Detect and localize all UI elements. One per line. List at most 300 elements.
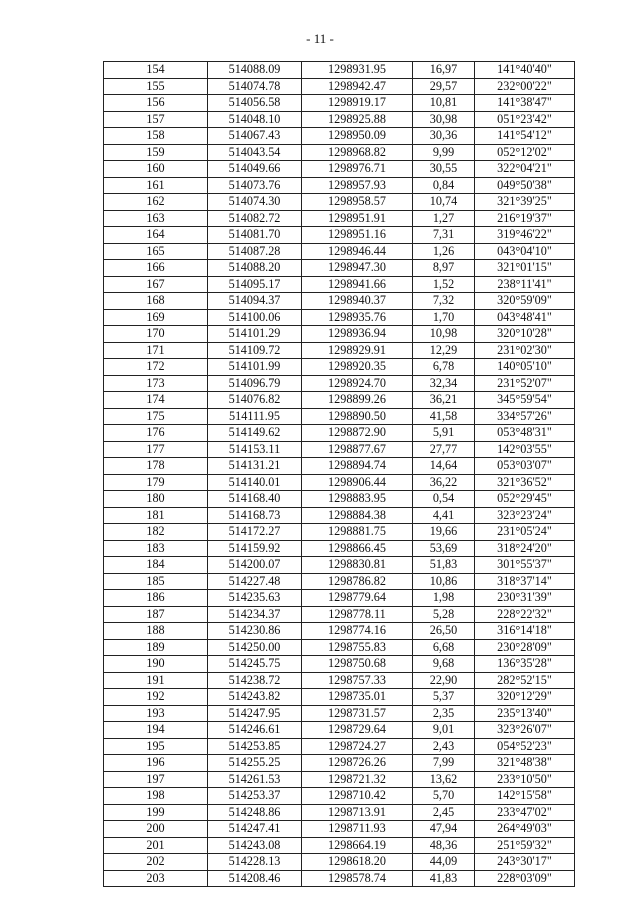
table-row [104, 590, 575, 607]
table-row [104, 441, 575, 458]
point-number-cell: 167 [104, 276, 208, 293]
table-row [104, 491, 575, 508]
table-row [104, 771, 575, 788]
distance-cell: 10,81 [413, 95, 475, 112]
table-row [104, 161, 575, 178]
point-number-cell: 188 [104, 623, 208, 640]
x-coordinate-cell: 514111.95 [208, 408, 302, 425]
y-coordinate-cell: 1298936.94 [302, 326, 413, 343]
point-number-cell: 179 [104, 474, 208, 491]
y-coordinate-cell: 1298968.82 [302, 144, 413, 161]
distance-cell: 27,77 [413, 441, 475, 458]
point-number-cell: 160 [104, 161, 208, 178]
point-number-cell: 197 [104, 771, 208, 788]
x-coordinate-cell: 514074.78 [208, 78, 302, 95]
table-row [104, 128, 575, 145]
y-coordinate-cell: 1298931.95 [302, 62, 413, 79]
coordinates-table-body [104, 62, 575, 887]
bearing-cell: 051°23'42" [475, 111, 575, 128]
bearing-cell: 230°31'39" [475, 590, 575, 607]
x-coordinate-cell: 514101.29 [208, 326, 302, 343]
y-coordinate-cell: 1298881.75 [302, 524, 413, 541]
y-coordinate-cell: 1298729.64 [302, 722, 413, 739]
distance-cell: 32,34 [413, 375, 475, 392]
y-coordinate-cell: 1298710.42 [302, 788, 413, 805]
bearing-cell: 251°59'32" [475, 837, 575, 854]
x-coordinate-cell: 514200.07 [208, 557, 302, 574]
y-coordinate-cell: 1298894.74 [302, 458, 413, 475]
y-coordinate-cell: 1298877.67 [302, 441, 413, 458]
point-number-cell: 159 [104, 144, 208, 161]
table-row [104, 870, 575, 887]
table-row [104, 408, 575, 425]
distance-cell: 36,22 [413, 474, 475, 491]
bearing-cell: 243°30'17" [475, 854, 575, 871]
table-row [104, 755, 575, 772]
y-coordinate-cell: 1298935.76 [302, 309, 413, 326]
distance-cell: 13,62 [413, 771, 475, 788]
y-coordinate-cell: 1298872.90 [302, 425, 413, 442]
x-coordinate-cell: 514228.13 [208, 854, 302, 871]
table-row [104, 111, 575, 128]
table-row [104, 672, 575, 689]
distance-cell: 6,68 [413, 639, 475, 656]
x-coordinate-cell: 514056.58 [208, 95, 302, 112]
point-number-cell: 186 [104, 590, 208, 607]
point-number-cell: 162 [104, 194, 208, 211]
bearing-cell: 052°29'45" [475, 491, 575, 508]
x-coordinate-cell: 514067.43 [208, 128, 302, 145]
point-number-cell: 166 [104, 260, 208, 277]
point-number-cell: 180 [104, 491, 208, 508]
y-coordinate-cell: 1298757.33 [302, 672, 413, 689]
distance-cell: 12,29 [413, 342, 475, 359]
table-row [104, 507, 575, 524]
x-coordinate-cell: 514095.17 [208, 276, 302, 293]
distance-cell: 5,28 [413, 606, 475, 623]
point-number-cell: 192 [104, 689, 208, 706]
bearing-cell: 053°48'31" [475, 425, 575, 442]
table-row [104, 557, 575, 574]
point-number-cell: 190 [104, 656, 208, 673]
x-coordinate-cell: 514230.86 [208, 623, 302, 640]
distance-cell: 5,37 [413, 689, 475, 706]
distance-cell: 1,26 [413, 243, 475, 260]
point-number-cell: 168 [104, 293, 208, 310]
bearing-cell: 142°15'58" [475, 788, 575, 805]
x-coordinate-cell: 514238.72 [208, 672, 302, 689]
point-number-cell: 189 [104, 639, 208, 656]
distance-cell: 29,57 [413, 78, 475, 95]
distance-cell: 48,36 [413, 837, 475, 854]
x-coordinate-cell: 514076.82 [208, 392, 302, 409]
x-coordinate-cell: 514255.25 [208, 755, 302, 772]
point-number-cell: 176 [104, 425, 208, 442]
y-coordinate-cell: 1298713.91 [302, 804, 413, 821]
coordinates-table [103, 61, 575, 887]
point-number-cell: 191 [104, 672, 208, 689]
distance-cell: 19,66 [413, 524, 475, 541]
table-row [104, 293, 575, 310]
distance-cell: 2,43 [413, 738, 475, 755]
point-number-cell: 175 [104, 408, 208, 425]
distance-cell: 2,45 [413, 804, 475, 821]
x-coordinate-cell: 514243.82 [208, 689, 302, 706]
distance-cell: 47,94 [413, 821, 475, 838]
y-coordinate-cell: 1298951.16 [302, 227, 413, 244]
x-coordinate-cell: 514248.86 [208, 804, 302, 821]
point-number-cell: 181 [104, 507, 208, 524]
x-coordinate-cell: 514172.27 [208, 524, 302, 541]
point-number-cell: 174 [104, 392, 208, 409]
x-coordinate-cell: 514043.54 [208, 144, 302, 161]
x-coordinate-cell: 514131.21 [208, 458, 302, 475]
y-coordinate-cell: 1298618.20 [302, 854, 413, 871]
point-number-cell: 196 [104, 755, 208, 772]
bearing-cell: 141°54'12" [475, 128, 575, 145]
distance-cell: 16,97 [413, 62, 475, 79]
point-number-cell: 202 [104, 854, 208, 871]
distance-cell: 4,41 [413, 507, 475, 524]
y-coordinate-cell: 1298786.82 [302, 573, 413, 590]
distance-cell: 44,09 [413, 854, 475, 871]
bearing-cell: 141°38'47" [475, 95, 575, 112]
table-row [104, 210, 575, 227]
bearing-cell: 141°40'40" [475, 62, 575, 79]
y-coordinate-cell: 1298724.27 [302, 738, 413, 755]
table-row [104, 62, 575, 79]
table-row [104, 359, 575, 376]
table-row [104, 821, 575, 838]
x-coordinate-cell: 514074.30 [208, 194, 302, 211]
y-coordinate-cell: 1298750.68 [302, 656, 413, 673]
x-coordinate-cell: 514109.72 [208, 342, 302, 359]
x-coordinate-cell: 514168.40 [208, 491, 302, 508]
table-row [104, 524, 575, 541]
y-coordinate-cell: 1298735.01 [302, 689, 413, 706]
distance-cell: 5,70 [413, 788, 475, 805]
table-row [104, 326, 575, 343]
bearing-cell: 323°23'24" [475, 507, 575, 524]
bearing-cell: 231°52'07" [475, 375, 575, 392]
point-number-cell: 171 [104, 342, 208, 359]
y-coordinate-cell: 1298711.93 [302, 821, 413, 838]
y-coordinate-cell: 1298942.47 [302, 78, 413, 95]
x-coordinate-cell: 514253.85 [208, 738, 302, 755]
distance-cell: 41,83 [413, 870, 475, 887]
bearing-cell: 230°28'09" [475, 639, 575, 656]
distance-cell: 8,97 [413, 260, 475, 277]
y-coordinate-cell: 1298731.57 [302, 705, 413, 722]
x-coordinate-cell: 514094.37 [208, 293, 302, 310]
bearing-cell: 321°39'25" [475, 194, 575, 211]
x-coordinate-cell: 514246.61 [208, 722, 302, 739]
bearing-cell: 142°03'55" [475, 441, 575, 458]
bearing-cell: 345°59'54" [475, 392, 575, 409]
bearing-cell: 140°05'10" [475, 359, 575, 376]
distance-cell: 1,27 [413, 210, 475, 227]
y-coordinate-cell: 1298755.83 [302, 639, 413, 656]
distance-cell: 41,58 [413, 408, 475, 425]
table-row [104, 227, 575, 244]
point-number-cell: 155 [104, 78, 208, 95]
distance-cell: 30,36 [413, 128, 475, 145]
table-row [104, 260, 575, 277]
y-coordinate-cell: 1298920.35 [302, 359, 413, 376]
distance-cell: 30,98 [413, 111, 475, 128]
distance-cell: 22,90 [413, 672, 475, 689]
point-number-cell: 198 [104, 788, 208, 805]
bearing-cell: 320°12'29" [475, 689, 575, 706]
distance-cell: 5,91 [413, 425, 475, 442]
x-coordinate-cell: 514048.10 [208, 111, 302, 128]
table-row [104, 689, 575, 706]
y-coordinate-cell: 1298947.30 [302, 260, 413, 277]
x-coordinate-cell: 514140.01 [208, 474, 302, 491]
x-coordinate-cell: 514088.20 [208, 260, 302, 277]
distance-cell: 2,35 [413, 705, 475, 722]
x-coordinate-cell: 514096.79 [208, 375, 302, 392]
table-row [104, 474, 575, 491]
table-row [104, 837, 575, 854]
table-row [104, 375, 575, 392]
x-coordinate-cell: 514049.66 [208, 161, 302, 178]
y-coordinate-cell: 1298924.70 [302, 375, 413, 392]
table-row [104, 243, 575, 260]
point-number-cell: 201 [104, 837, 208, 854]
table-row [104, 276, 575, 293]
table-row [104, 854, 575, 871]
table-row [104, 656, 575, 673]
point-number-cell: 163 [104, 210, 208, 227]
table-row [104, 705, 575, 722]
point-number-cell: 165 [104, 243, 208, 260]
distance-cell: 14,64 [413, 458, 475, 475]
distance-cell: 6,78 [413, 359, 475, 376]
bearing-cell: 216°19'37" [475, 210, 575, 227]
point-number-cell: 182 [104, 524, 208, 541]
point-number-cell: 172 [104, 359, 208, 376]
bearing-cell: 264°49'03" [475, 821, 575, 838]
bearing-cell: 321°48'38" [475, 755, 575, 772]
x-coordinate-cell: 514087.28 [208, 243, 302, 260]
bearing-cell: 231°05'24" [475, 524, 575, 541]
point-number-cell: 158 [104, 128, 208, 145]
y-coordinate-cell: 1298919.17 [302, 95, 413, 112]
x-coordinate-cell: 514234.37 [208, 606, 302, 623]
bearing-cell: 320°59'09" [475, 293, 575, 310]
y-coordinate-cell: 1298950.09 [302, 128, 413, 145]
x-coordinate-cell: 514245.75 [208, 656, 302, 673]
table-row [104, 639, 575, 656]
distance-cell: 7,32 [413, 293, 475, 310]
bearing-cell: 318°37'14" [475, 573, 575, 590]
y-coordinate-cell: 1298940.37 [302, 293, 413, 310]
x-coordinate-cell: 514153.11 [208, 441, 302, 458]
point-number-cell: 187 [104, 606, 208, 623]
x-coordinate-cell: 514081.70 [208, 227, 302, 244]
bearing-cell: 318°24'20" [475, 540, 575, 557]
y-coordinate-cell: 1298899.26 [302, 392, 413, 409]
table-row [104, 342, 575, 359]
distance-cell: 10,74 [413, 194, 475, 211]
x-coordinate-cell: 514082.72 [208, 210, 302, 227]
bearing-cell: 231°02'30" [475, 342, 575, 359]
table-row [104, 95, 575, 112]
y-coordinate-cell: 1298957.93 [302, 177, 413, 194]
bearing-cell: 321°36'52" [475, 474, 575, 491]
distance-cell: 0,84 [413, 177, 475, 194]
bearing-cell: 053°03'07" [475, 458, 575, 475]
bearing-cell: 228°03'09" [475, 870, 575, 887]
table-row [104, 788, 575, 805]
point-number-cell: 184 [104, 557, 208, 574]
point-number-cell: 185 [104, 573, 208, 590]
x-coordinate-cell: 514250.00 [208, 639, 302, 656]
y-coordinate-cell: 1298884.38 [302, 507, 413, 524]
table-row [104, 458, 575, 475]
y-coordinate-cell: 1298866.45 [302, 540, 413, 557]
distance-cell: 10,98 [413, 326, 475, 343]
table-row [104, 194, 575, 211]
y-coordinate-cell: 1298774.16 [302, 623, 413, 640]
table-row [104, 738, 575, 755]
y-coordinate-cell: 1298946.44 [302, 243, 413, 260]
x-coordinate-cell: 514247.95 [208, 705, 302, 722]
table-row [104, 144, 575, 161]
bearing-cell: 321°01'15" [475, 260, 575, 277]
table-row [104, 177, 575, 194]
y-coordinate-cell: 1298664.19 [302, 837, 413, 854]
y-coordinate-cell: 1298883.95 [302, 491, 413, 508]
y-coordinate-cell: 1298779.64 [302, 590, 413, 607]
bearing-cell: 049°50'38" [475, 177, 575, 194]
bearing-cell: 334°57'26" [475, 408, 575, 425]
distance-cell: 9,99 [413, 144, 475, 161]
bearing-cell: 319°46'22" [475, 227, 575, 244]
point-number-cell: 203 [104, 870, 208, 887]
x-coordinate-cell: 514073.76 [208, 177, 302, 194]
y-coordinate-cell: 1298830.81 [302, 557, 413, 574]
distance-cell: 7,31 [413, 227, 475, 244]
bearing-cell: 043°48'41" [475, 309, 575, 326]
distance-cell: 0,54 [413, 491, 475, 508]
distance-cell: 9,01 [413, 722, 475, 739]
bearing-cell: 228°22'32" [475, 606, 575, 623]
bearing-cell: 043°04'10" [475, 243, 575, 260]
y-coordinate-cell: 1298726.26 [302, 755, 413, 772]
y-coordinate-cell: 1298778.11 [302, 606, 413, 623]
point-number-cell: 161 [104, 177, 208, 194]
distance-cell: 30,55 [413, 161, 475, 178]
x-coordinate-cell: 514159.92 [208, 540, 302, 557]
point-number-cell: 156 [104, 95, 208, 112]
point-number-cell: 164 [104, 227, 208, 244]
x-coordinate-cell: 514088.09 [208, 62, 302, 79]
point-number-cell: 177 [104, 441, 208, 458]
y-coordinate-cell: 1298958.57 [302, 194, 413, 211]
point-number-cell: 195 [104, 738, 208, 755]
x-coordinate-cell: 514100.06 [208, 309, 302, 326]
point-number-cell: 178 [104, 458, 208, 475]
y-coordinate-cell: 1298941.66 [302, 276, 413, 293]
x-coordinate-cell: 514261.53 [208, 771, 302, 788]
y-coordinate-cell: 1298890.50 [302, 408, 413, 425]
distance-cell: 1,98 [413, 590, 475, 607]
y-coordinate-cell: 1298951.91 [302, 210, 413, 227]
bearing-cell: 316°14'18" [475, 623, 575, 640]
point-number-cell: 183 [104, 540, 208, 557]
bearing-cell: 320°10'28" [475, 326, 575, 343]
x-coordinate-cell: 514101.99 [208, 359, 302, 376]
distance-cell: 9,68 [413, 656, 475, 673]
distance-cell: 53,69 [413, 540, 475, 557]
bearing-cell: 301°55'37" [475, 557, 575, 574]
bearing-cell: 233°10'50" [475, 771, 575, 788]
table-row [104, 540, 575, 557]
x-coordinate-cell: 514243.08 [208, 837, 302, 854]
bearing-cell: 238°11'41" [475, 276, 575, 293]
x-coordinate-cell: 514149.62 [208, 425, 302, 442]
bearing-cell: 235°13'40" [475, 705, 575, 722]
bearing-cell: 136°35'28" [475, 656, 575, 673]
point-number-cell: 194 [104, 722, 208, 739]
bearing-cell: 233°47'02" [475, 804, 575, 821]
point-number-cell: 170 [104, 326, 208, 343]
table-row [104, 573, 575, 590]
y-coordinate-cell: 1298929.91 [302, 342, 413, 359]
distance-cell: 36,21 [413, 392, 475, 409]
bearing-cell: 052°12'02" [475, 144, 575, 161]
y-coordinate-cell: 1298906.44 [302, 474, 413, 491]
point-number-cell: 199 [104, 804, 208, 821]
table-row [104, 623, 575, 640]
y-coordinate-cell: 1298721.32 [302, 771, 413, 788]
table-row [104, 309, 575, 326]
distance-cell: 1,52 [413, 276, 475, 293]
x-coordinate-cell: 514168.73 [208, 507, 302, 524]
y-coordinate-cell: 1298976.71 [302, 161, 413, 178]
x-coordinate-cell: 514247.41 [208, 821, 302, 838]
table-row [104, 392, 575, 409]
table-row [104, 78, 575, 95]
bearing-cell: 323°26'07" [475, 722, 575, 739]
y-coordinate-cell: 1298925.88 [302, 111, 413, 128]
point-number-cell: 193 [104, 705, 208, 722]
x-coordinate-cell: 514235.63 [208, 590, 302, 607]
bearing-cell: 054°52'23" [475, 738, 575, 755]
bearing-cell: 232°00'22" [475, 78, 575, 95]
x-coordinate-cell: 514208.46 [208, 870, 302, 887]
y-coordinate-cell: 1298578.74 [302, 870, 413, 887]
page-number: - 11 - [306, 31, 334, 46]
distance-cell: 7,99 [413, 755, 475, 772]
distance-cell: 10,86 [413, 573, 475, 590]
x-coordinate-cell: 514227.48 [208, 573, 302, 590]
bearing-cell: 282°52'15" [475, 672, 575, 689]
table-row [104, 722, 575, 739]
bearing-cell: 322°04'21" [475, 161, 575, 178]
distance-cell: 26,50 [413, 623, 475, 640]
distance-cell: 1,70 [413, 309, 475, 326]
table-row [104, 804, 575, 821]
x-coordinate-cell: 514253.37 [208, 788, 302, 805]
point-number-cell: 154 [104, 62, 208, 79]
table-row [104, 606, 575, 623]
point-number-cell: 169 [104, 309, 208, 326]
point-number-cell: 200 [104, 821, 208, 838]
table-row [104, 425, 575, 442]
